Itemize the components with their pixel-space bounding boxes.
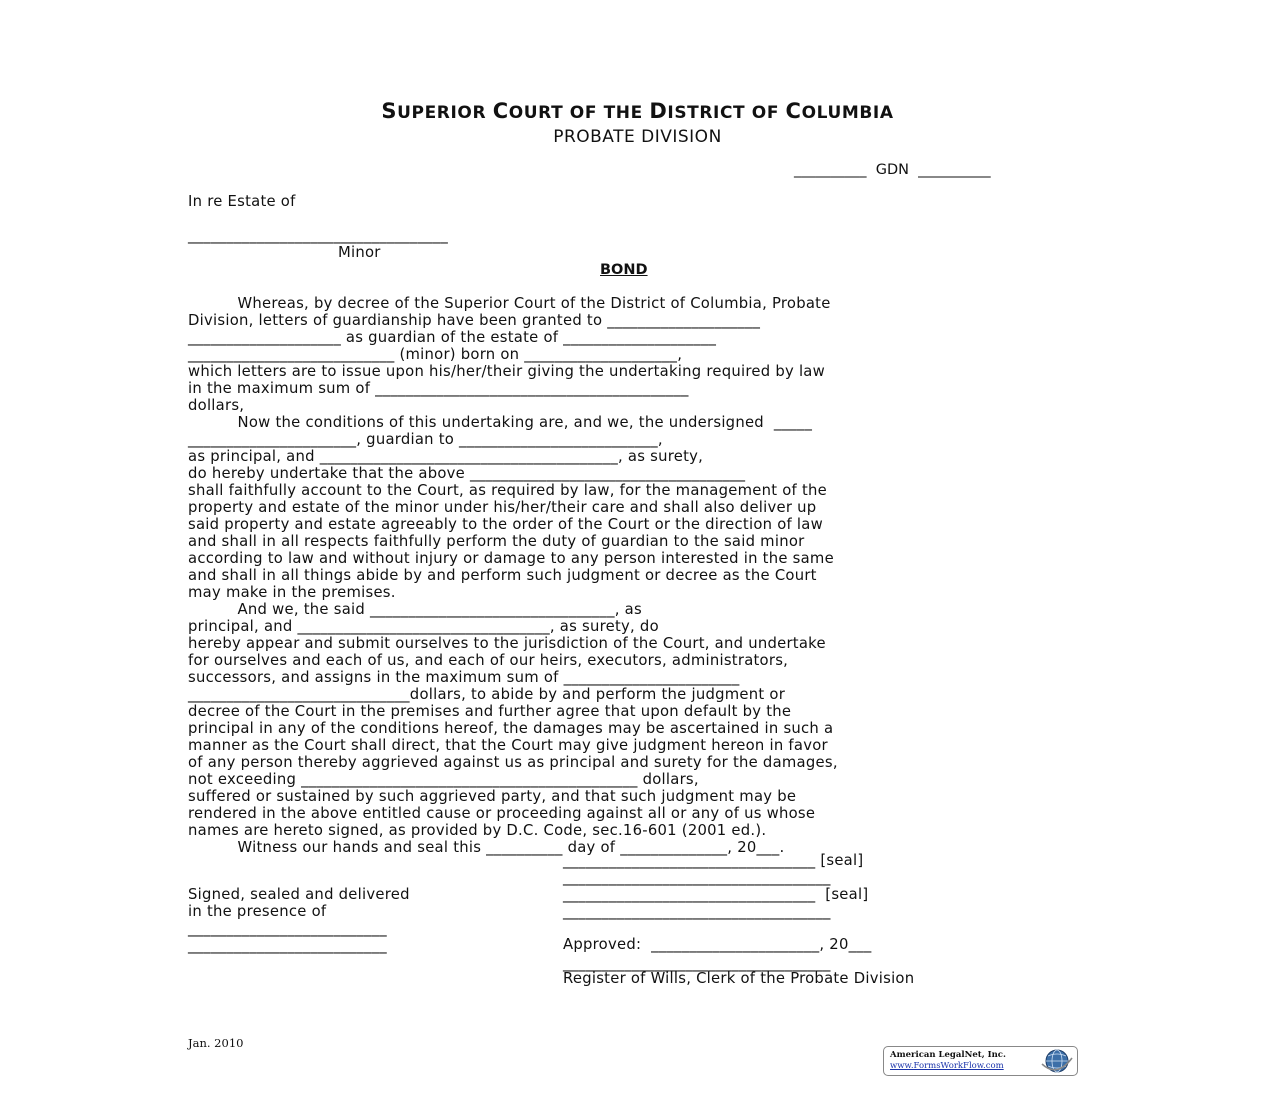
body-line: said property and estate agreeably to the order of the Court or the direction of law [188,516,823,533]
body-line: of any person thereby aggrieved against us as principal and surety for the damages, [188,754,838,771]
body-line: and shall in all things abide by and perform such judgment or decree as the Court [188,567,817,584]
body-line: as principal, and _______________________________________, as surety, [188,448,704,465]
body-line: suffered or sustained by such aggrieved party, and that such judgment may be [188,788,797,805]
minor-label: Minor [338,244,381,261]
gdn-case-number[interactable]: __________ GDN __________ [794,162,991,178]
body-line: principal, and _________________________________, as surety, do [188,618,659,635]
body-line: rendered in the above entitled cause or proceeding against all or any of us whose [188,805,816,822]
register-signature-line[interactable]: ___________________________________ [563,955,831,972]
body-line: shall faithfully account to the Court, as required by law, for the management of the [188,482,828,499]
presence-of-label: in the presence of [188,903,327,920]
body-line: ___________________________ (minor) born on ____________________, [188,346,683,363]
logo-website-link[interactable]: www.FormsWorkFlow.com [890,1061,1004,1071]
body-line: which letters are to issue upon his/her/their giving the undertaking required by law [188,363,825,380]
body-line: Whereas, by decree of the Superior Court of the District of Columbia, Probate [188,295,831,312]
body-line: successors, and assigns in the maximum sum of _______________________ [188,669,740,686]
in-re-estate-label: In re Estate of [188,193,296,210]
body-line: dollars, [188,397,245,414]
body-line: according to law and without injury or damage to any person interested in the same [188,550,834,567]
body-line: may make in the premises. [188,584,396,601]
body-line: names are hereto signed, as provided by D.C. Code, sec.16-601 (2001 ed.). [188,822,767,839]
body-line: do hereby undertake that the above ____________________________________ [188,465,746,482]
body-line: property and estate of the minor under his/her/their care and shall also deliver up [188,499,817,516]
witness-line-1[interactable]: __________________________ [188,920,387,937]
signature-blank-line-2[interactable]: ___________________________________ [563,903,831,920]
body-line: not exceeding ____________________________________________ dollars, [188,771,699,788]
body-line: And we, the said ________________________________, as [188,601,642,618]
signature-blank-line-1[interactable]: ___________________________________ [563,869,831,886]
signed-sealed-label: Signed, sealed and delivered [188,886,410,903]
body-line: principal in any of the conditions hereof, the damages may be ascertained in such a [188,720,834,737]
body-line: for ourselves and each of us, and each of our heirs, executors, administrators, [188,652,789,669]
body-line: and shall in all respects faithfully perform the duty of guardian to the said minor [188,533,805,550]
form-revision-date: Jan. 2010 [188,1036,244,1050]
body-line: hereby appear and submit ourselves to the jurisdiction of the Court, and undertake [188,635,826,652]
witness-line-2[interactable]: __________________________ [188,937,387,954]
body-line: in the maximum sum of _________________________________________ [188,380,689,397]
logo-company-name: American LegalNet, Inc. [890,1050,1006,1060]
body-line: ____________________ as guardian of the estate of ____________________ [188,329,717,346]
body-line: Witness our hands and seal this __________ day of ______________, 20___. [188,839,785,856]
body-line: Division, letters of guardianship have been granted to ____________________ [188,312,761,329]
bond-heading: BOND [600,262,648,278]
body-line: manner as the Court shall direct, that the Court may give judgment hereon in favor [188,737,828,754]
body-line: ______________________, guardian to __________________________, [188,431,663,448]
seal-signature-line-1[interactable]: _________________________________ [seal] [563,852,864,869]
estate-name-line[interactable]: __________________________________ [188,227,449,244]
american-legalnet-logo[interactable] [883,1046,1078,1076]
body-line: decree of the Court in the premises and further agree that upon default by the [188,703,792,720]
seal-signature-line-2[interactable]: _________________________________ [seal] [563,886,869,903]
register-of-wills-label: Register of Wills, Clerk of the Probate Division [563,970,915,987]
document-title: SUPERIOR COURT OF THE DISTRICT OF COLUMBIA [381,99,894,123]
body-line: _____________________________dollars, to abide by and perform the judgment or [188,686,786,703]
approved-date-line[interactable]: Approved: ______________________, 20___ [563,936,872,953]
globe-icon [1039,1048,1075,1074]
body-line: Now the conditions of this undertaking are, and we, the undersigned _____ [188,414,813,431]
division-subtitle: PROBATE DIVISION [553,127,722,147]
